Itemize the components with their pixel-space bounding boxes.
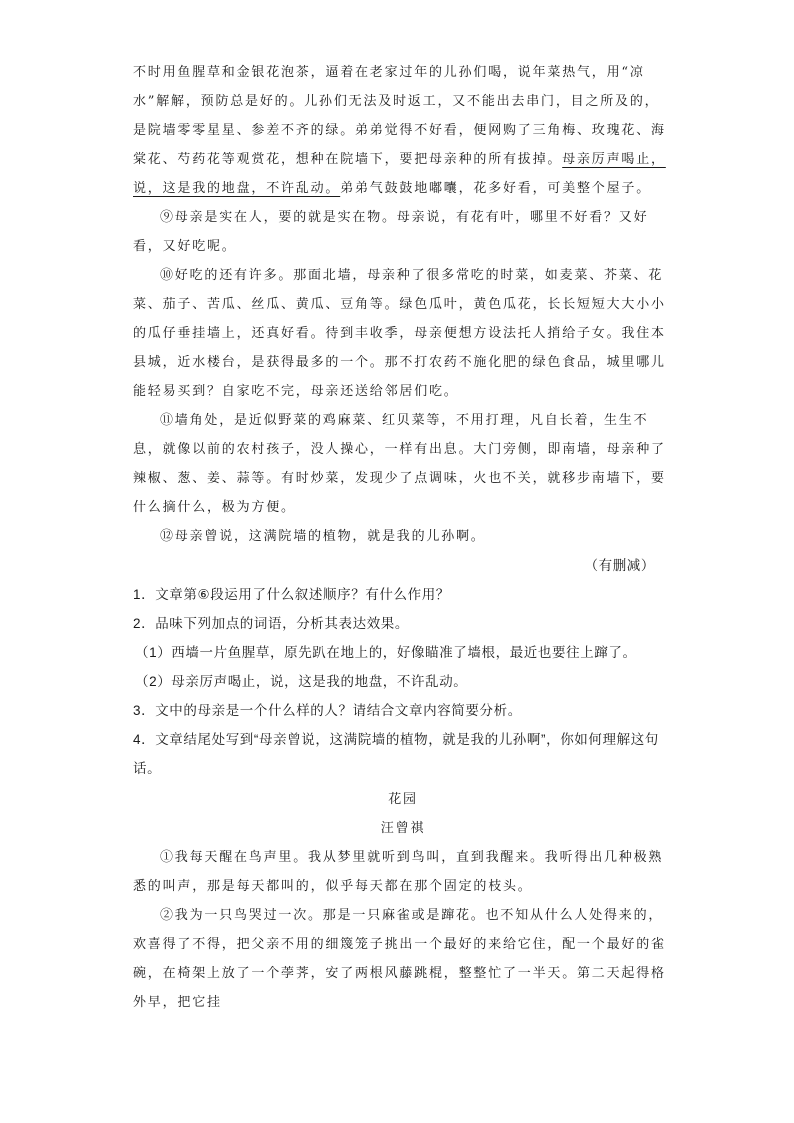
question-2-item-1: （1）西墙一片鱼腥草，原先趴在地上的，好像瞄准了墙根，最近也要往上蹿了。 (135, 645, 637, 660)
passage-1 (133, 58, 673, 551)
passage-2 (133, 785, 673, 1017)
questions-section (133, 580, 673, 783)
paragraph-8-text-a: 不时用鱼腥草和金银花泡茶，逼着在老家过年的儿孙们喝，说年菜热气，用“凉水”解解，预防总是好的。儿孙们无法及时返工，又不能出去串门，目之所及的，是院墙零零星星、参差不齐的绿。弟弟觉得不好看，便网购了三角梅、玫瑰花、海棠花、芍药花等观赏花，想种在院墙下，要把母亲种的所有拔掉。 (133, 65, 666, 167)
paragraph-11: ⑪墙角处，是近似野菜的鸡麻菜、红贝菜等，不用打理，凡自长着，生生不息，就像以前的农村孩子，没人操心，一样有出息。大门旁侧，即南墙，母亲种了辣椒、葱、姜、蒜等。有时炒菜，发现少了点调味，火也不关，就移步南墙下，要什么摘什么，极为方便。 (133, 413, 666, 515)
passage-2-title: 花园 (388, 792, 418, 807)
passage-2-paragraph-1: ①我每天醒在鸟声里。我从梦里就听到鸟叫，直到我醒来。我听得出几种极熟悉的叫声，那是每天都叫的，似乎每天都在那个固定的枝头。 (133, 850, 664, 894)
paragraph-9: ⑨母亲是实在人，要的就是实在物。母亲说，有花有叶，哪里不好看？又好看，又好吃呢。 (133, 210, 649, 254)
document-page (133, 58, 673, 1017)
paragraph-8-underlined: 母亲厉声喝止，说，这是我的地盘，不许乱动。 (133, 152, 666, 196)
paragraph-12: ⑫母亲曾说，这满院墙的植物，就是我的儿孙啊。 (160, 529, 486, 544)
paragraph-10: ⑩好吃的还有许多。那面北墙，母亲种了很多常吃的时菜，如麦菜、芥菜、花菜、茄子、苦瓜、丝瓜、黄瓜、豆角等。绿色瓜叶，黄色瓜花，长长短短大大小小的瓜仔垂挂墙上，还真好看。待到丰收季，母亲便想方设法托人捎给子女。我住本县城，近水楼台，是获得最多的一个。那不打农药不施化肥的绿色食品，城里哪儿能轻易买到？自家吃不完，母亲还送给邻居们吃。 (133, 268, 666, 399)
question-3: 3．文中的母亲是一个什么样的人？请结合文章内容简要分析。 (133, 703, 522, 718)
passage-2-paragraph-2: ②我为一只鸟哭过一次。那是一只麻雀或是蹿花。也不知从什么人处得来的，欢喜得了不得，把父亲不用的细篾笼子挑出一个最好的来给它住，配一个最好的雀碗，在椅架上放了一个荸荠，安了两根风藤跳棍，整整忙了一半天。第二天起得格外早，把它挂 (133, 908, 666, 1010)
paragraph-8-text-b: 弟弟气鼓鼓地嘟囔，花多好看，可美整个屋子。 (340, 181, 652, 196)
question-2-item-2: （2）母亲厉声喝止，说，这是我的地盘，不许乱动。 (135, 674, 468, 689)
paragraph-8 (133, 58, 673, 203)
passage-2-author: 汪曾祺 (380, 821, 426, 836)
question-4: 4．文章结尾处写到“母亲曾说，这满院墙的植物，就是我的儿孙啊”，你如何理解这句话。 (133, 732, 659, 776)
question-2: 2．品味下列加点的词语，分析其表达效果。 (133, 616, 410, 631)
abridged-note: （有删减） (584, 558, 655, 573)
question-1: 1．文章第⑥段运用了什么叙述顺序？有什么作用？ (133, 587, 450, 602)
